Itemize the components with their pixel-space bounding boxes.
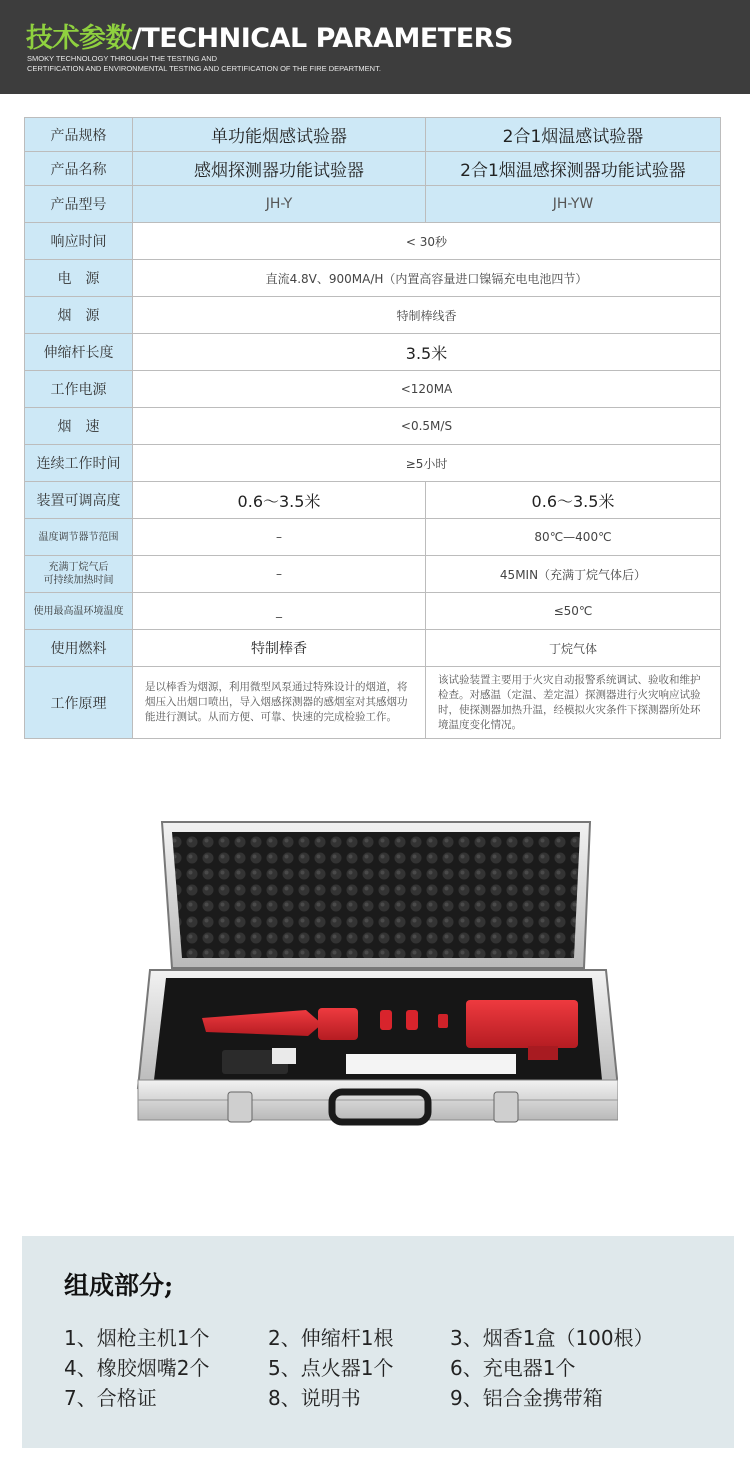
cell-value-b: 45MIN（充满丁烷气体后） xyxy=(426,556,721,593)
row-label: 烟 速 xyxy=(25,408,133,445)
cell-value-b: 0.6～3.5米 xyxy=(426,482,721,519)
cell-value-a: _ xyxy=(133,593,426,630)
list-item: 8、说明书 xyxy=(268,1386,361,1410)
table-row xyxy=(25,408,721,445)
cell-value: <120MA xyxy=(133,371,721,408)
row-label: 温度调节器节范围 xyxy=(25,519,133,556)
cell-value: ≥5小时 xyxy=(133,445,721,482)
header-banner xyxy=(0,0,750,94)
table-row xyxy=(25,630,721,667)
manual-icon xyxy=(346,1054,516,1074)
cell-spec-b: 2合1烟温感试验器 xyxy=(426,118,721,152)
subtitle-line-1: SMOKY TECHNOLOGY THROUGH THE TESTING AND xyxy=(27,54,218,63)
cell-value-b: 丁烷气体 xyxy=(426,630,721,667)
cell-value-a: – xyxy=(133,519,426,556)
row-label: 工作原理 xyxy=(25,667,133,739)
cell-principle-b: 该试验装置主要用于火灾自动报警系统调试、验收和维护检查。对感温（定温、差定温）探测器进行火灾响应试验时，使探测器加热升温，经模拟火灾条件下探测器所处环境温度变化情况。 xyxy=(426,667,721,739)
cell-value: 3.5米 xyxy=(133,334,721,371)
cell-model-b: JH-YW xyxy=(426,186,721,223)
row-label: 使用最高温环境温度 xyxy=(25,593,133,630)
row-label: 产品名称 xyxy=(25,152,133,186)
case-lid xyxy=(162,822,590,968)
table-row xyxy=(25,118,721,152)
table-row xyxy=(25,152,721,186)
table-row xyxy=(25,445,721,482)
row-label: 电 源 xyxy=(25,260,133,297)
cell-value-a: 0.6～3.5米 xyxy=(133,482,426,519)
cell-model-a: JH-Y xyxy=(133,186,426,223)
cell-value-a: – xyxy=(133,556,426,593)
row-label: 装置可调高度 xyxy=(25,482,133,519)
row-label: 工作电源 xyxy=(25,371,133,408)
row-label: 产品规格 xyxy=(25,118,133,152)
cell-spec-a: 单功能烟感试验器 xyxy=(133,118,426,152)
table-row xyxy=(25,556,721,593)
header-subtitle xyxy=(27,54,381,74)
list-item: 4、橡胶烟嘴2个 xyxy=(64,1356,210,1380)
row-label: 伸缩杆长度 xyxy=(25,334,133,371)
row-label: 使用燃料 xyxy=(25,630,133,667)
list-item: 2、伸缩杆1根 xyxy=(268,1326,394,1350)
table-row xyxy=(25,593,721,630)
cell-value: 特制棒线香 xyxy=(133,297,721,334)
list-item: 3、烟香1盒（100根） xyxy=(450,1326,654,1350)
row-label: 充满丁烷气后 可持续加热时间 xyxy=(25,556,133,593)
list-item: 5、点火器1个 xyxy=(268,1356,394,1380)
table-row xyxy=(25,186,721,223)
table-row xyxy=(25,482,721,519)
parameters-table xyxy=(24,117,721,739)
list-item: 9、铝合金携带箱 xyxy=(450,1386,603,1410)
row-label: 响应时间 xyxy=(25,223,133,260)
product-case-image xyxy=(136,818,618,1140)
components-title: 组成部分; xyxy=(64,1271,174,1300)
cell-value: < 30秒 xyxy=(133,223,721,260)
table-row xyxy=(25,297,721,334)
cell-value-a: 特制棒香 xyxy=(133,630,426,667)
cell-value-b: ≤50℃ xyxy=(426,593,721,630)
table-row xyxy=(25,371,721,408)
table-row xyxy=(25,519,721,556)
title-english: /TECHNICAL PARAMETERS xyxy=(132,23,513,54)
table-row xyxy=(25,223,721,260)
row-label: 连续工作时间 xyxy=(25,445,133,482)
row-label: 烟 源 xyxy=(25,297,133,334)
cell-name-a: 感烟探测器功能试验器 xyxy=(133,152,426,186)
page-title xyxy=(26,16,513,55)
table-row xyxy=(25,260,721,297)
cell-value: <0.5M/S xyxy=(133,408,721,445)
subtitle-line-2: CERTIFICATION AND ENVIRONMENTAL TESTING AND CERTIFICATION OF THE FIRE DEPARTMENT. xyxy=(27,64,381,73)
row-label: 产品型号 xyxy=(25,186,133,223)
cell-name-b: 2合1烟温感探测器功能试验器 xyxy=(426,152,721,186)
charger-icon xyxy=(222,1048,296,1074)
list-item: 7、合格证 xyxy=(64,1386,157,1410)
table-row xyxy=(25,667,721,739)
cell-value: 直流4.8V、900MA/H（内置高容量进口镍镉充电电池四节） xyxy=(133,260,721,297)
title-chinese: 技术参数 xyxy=(26,23,132,54)
cell-value-b: 80℃—400℃ xyxy=(426,519,721,556)
table-row xyxy=(25,334,721,371)
list-item: 6、充电器1个 xyxy=(450,1356,576,1380)
components-section xyxy=(22,1236,734,1448)
igniter-icon xyxy=(438,1014,448,1028)
list-item: 1、烟枪主机1个 xyxy=(64,1326,210,1350)
cell-principle-a: 是以棒香为烟源，利用微型风泵通过特殊设计的烟道，将烟压入出烟口喷出，导入烟感探测器的感烟室对其感烟功能进行测试。从而方便、可靠、快速的完成检验工作。 xyxy=(133,667,426,739)
